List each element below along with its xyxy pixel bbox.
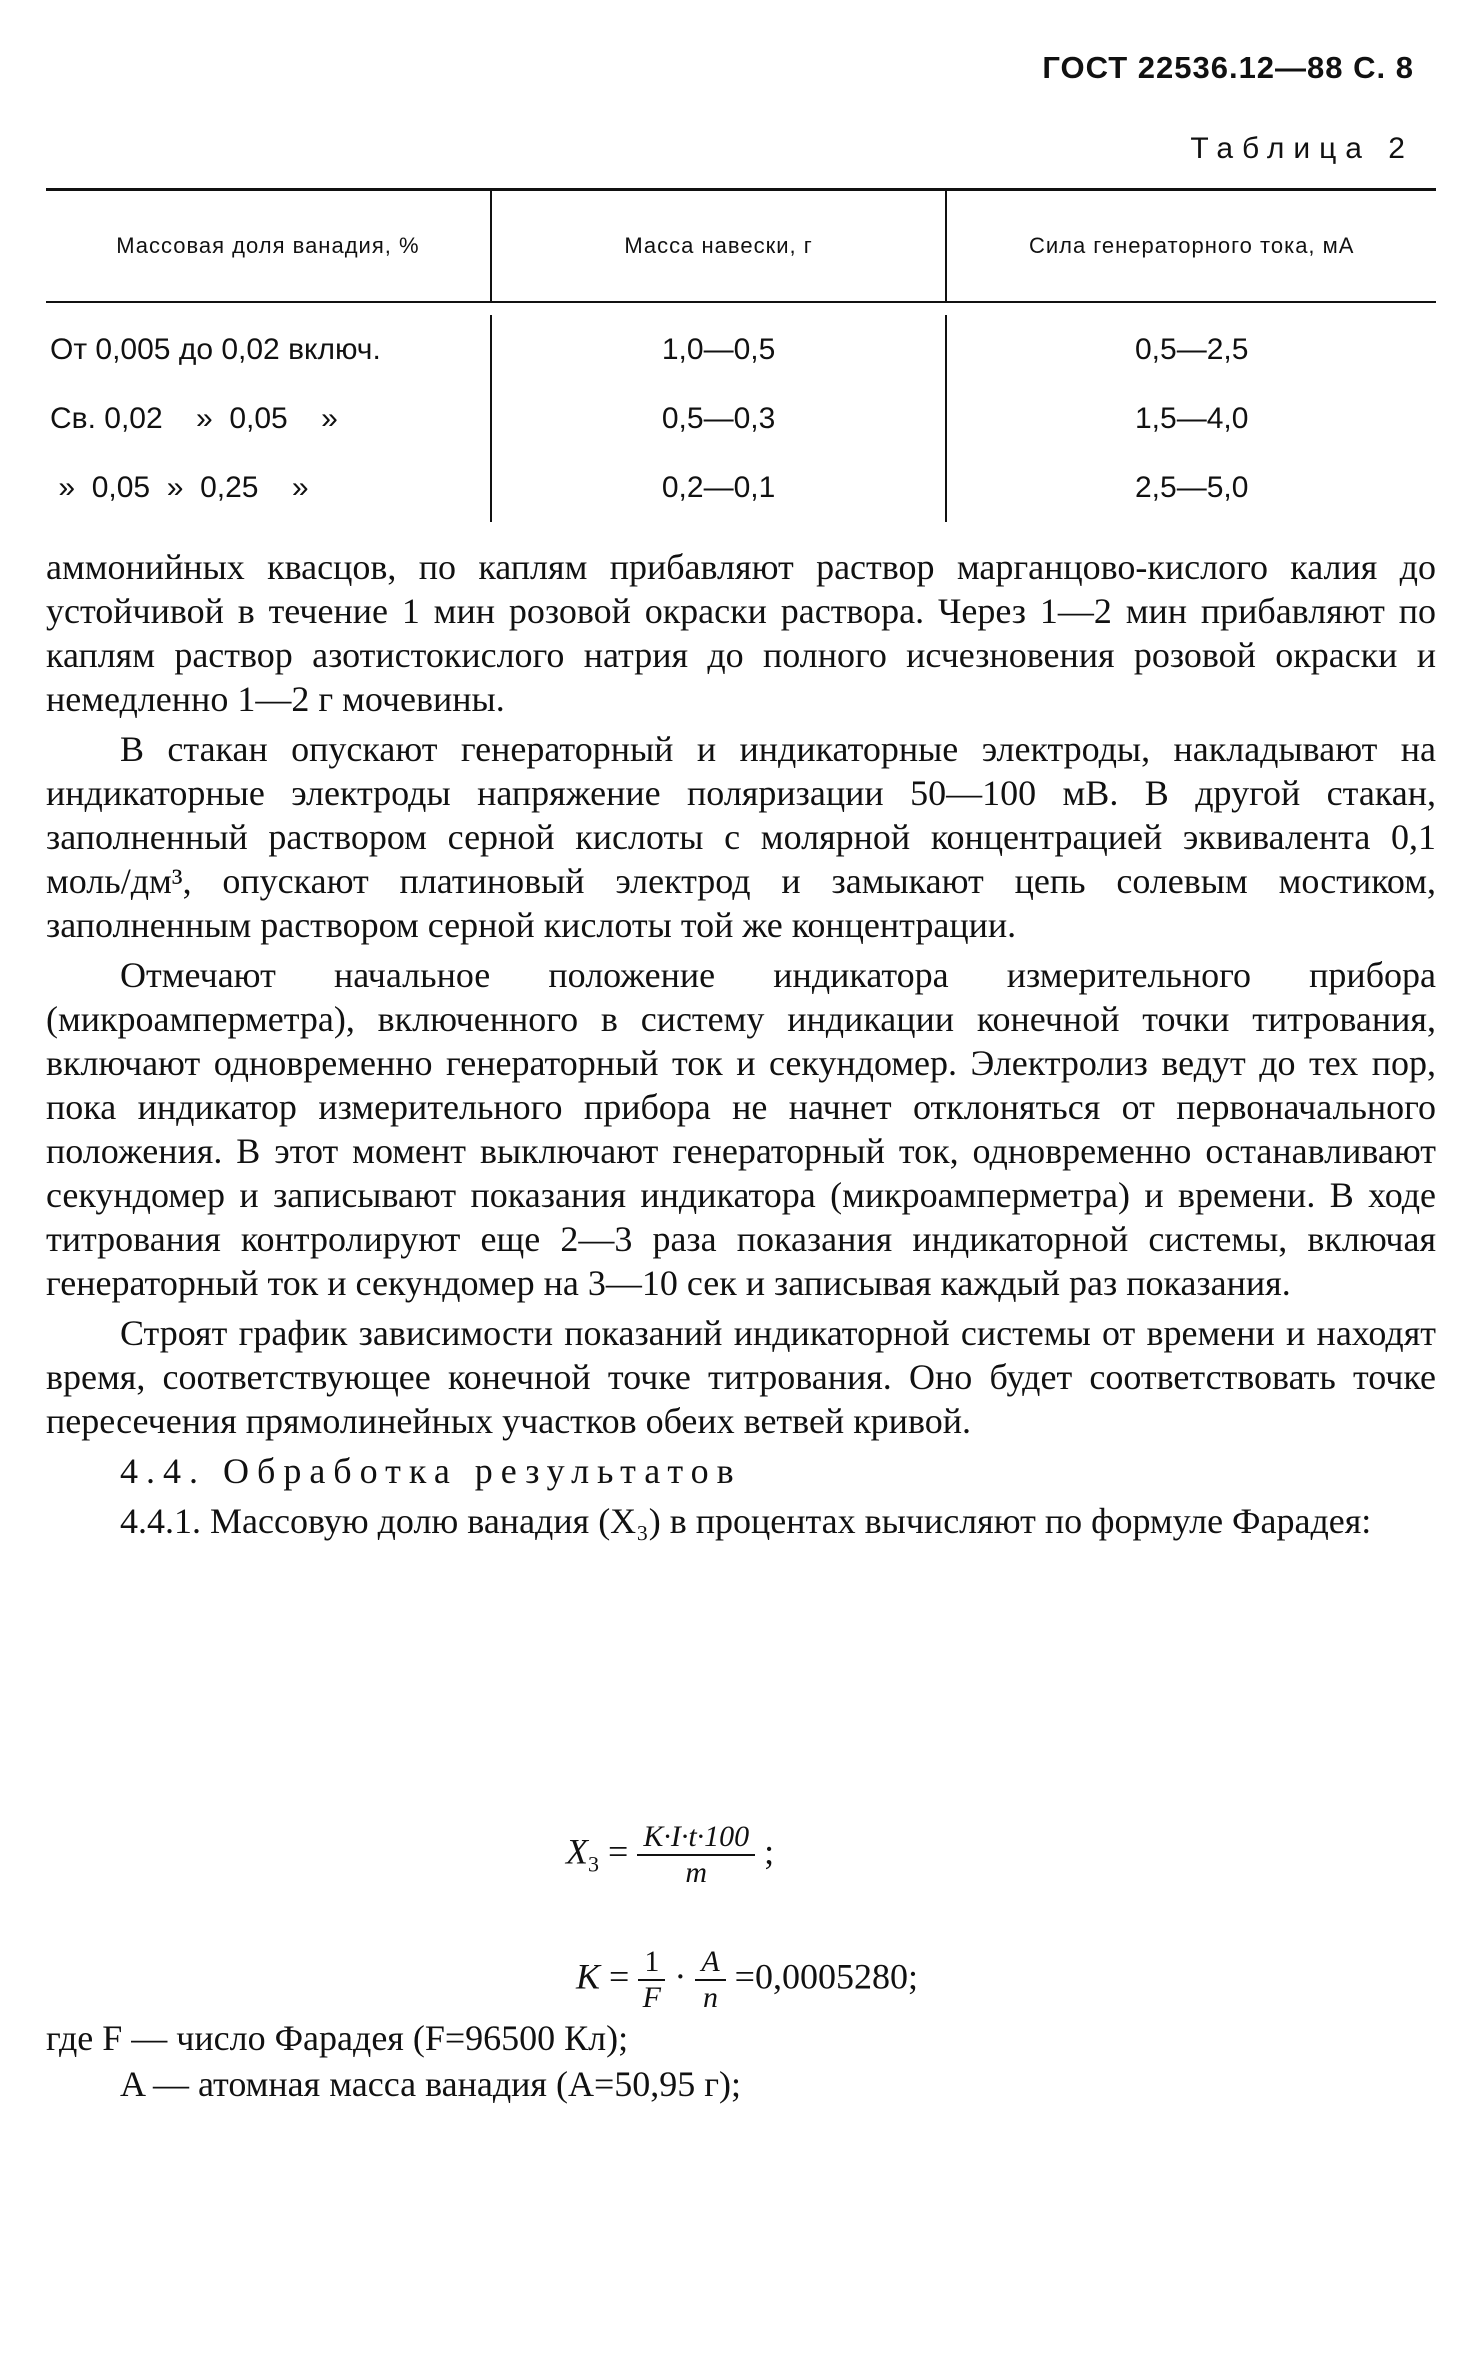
formula-k (576, 1945, 918, 2015)
formula-k-denominator-1: F (642, 1981, 661, 2014)
formula-terminator: ; (764, 1831, 775, 1872)
table-row (46, 384, 1436, 453)
cell-current: 0,5—2,5 (945, 315, 1436, 384)
paragraph-continuation: аммонийных квасцов, по каплям прибавляют раствор марганцово-кислого калия до устойчивой в течение 1 мин розовой окраски раствора. Через 1—2 мин прибавляют по каплям раствор азотистокислого натрия до полного исчезновения розовой окраски и немедленно 1—2 г мочевины. (46, 547, 1436, 719)
formula-k-value: =0,0005280; (734, 1956, 918, 1997)
formula-lhs-subscript: 3 (588, 1851, 599, 1877)
cell-mass: 0,5—0,3 (490, 384, 946, 453)
cell-mass: 1,0—0,5 (490, 315, 946, 384)
column-header-generator-current: Сила генераторного тока, мА (945, 191, 1436, 301)
body-text (46, 545, 1436, 1549)
table-caption: Таблица 2 (1190, 132, 1414, 165)
formula-lhs: X (566, 1831, 588, 1872)
formula-k-denominator-2: n (702, 1981, 718, 2014)
table-row (46, 453, 1436, 522)
section-heading: 4.4. Обработка результатов (120, 1451, 742, 1491)
paragraph-formula-intro: 4.4.1. Массовую долю ванадия (X₃) в процентах вычисляют по формуле Фарадея: (120, 1501, 1372, 1541)
gost-page-header: ГОСТ 22536.12—88 С. 8 (1042, 50, 1414, 85)
column-header-sample-mass: Масса навески, г (490, 191, 946, 301)
cell-current: 2,5—5,0 (945, 453, 1436, 522)
table-row (46, 315, 1436, 384)
cell-fraction: Св. 0,02 » 0,05 » (50, 402, 338, 435)
definition-atomic-mass: A — атомная масса ванадия (A=50,95 г); (120, 2064, 742, 2104)
column-header-vanadium-fraction: Массовая доля ванадия, % (116, 233, 420, 258)
formula-k-fraction-1 (638, 1945, 665, 2015)
table-header-row (46, 191, 1436, 301)
formula-k-fraction-2 (695, 1945, 725, 2015)
formula-k-dot: · (674, 1956, 687, 1997)
paragraph-graph: Строят график зависимости показаний индикаторной системы от времени и находят время, соответствующее конечной точке титрования. Оно будет соответствовать точке пересечения прямолинейных участков обеих ветвей кривой. (46, 1313, 1436, 1441)
formula-denominator: m (685, 1856, 708, 1889)
formula-k-equals: = (609, 1956, 630, 1997)
formula-k-numerator-2: A (695, 1945, 725, 1981)
formula-x3 (566, 1820, 774, 1890)
paragraph-electrodes: В стакан опускают генераторный и индикаторные электроды, накладывают на индикаторные электроды напряжение поляризации 50—100 мВ. В другой стакан, заполненный раствором серной кислоты с молярной концентрацией эквивалента 0,1 моль/дм³, опускают платиновый электрод и замыкают цепь солевым мостиком, заполненным раствором серной кислоты той же концентрации. (46, 729, 1436, 945)
formula-equals: = (608, 1831, 629, 1872)
table-body (46, 303, 1436, 522)
formula-k-lhs: K (576, 1956, 601, 1997)
data-table (46, 188, 1436, 522)
formula-k-numerator-1: 1 (638, 1945, 665, 1981)
variable-definitions (46, 2015, 1436, 2107)
cell-fraction: » 0,05 » 0,25 » (50, 471, 309, 504)
cell-current: 1,5—4,0 (945, 384, 1436, 453)
paragraph-electrolysis: Отмечают начальное положение индикатора измерительного прибора (микроамперметра), включенного в систему индикации конечной точки титрования, включают одновременно генераторный ток и секундомер. Электролиз ведут до тех пор, пока индикатор измерительного прибора не начнет отклоняться от первоначального положения. В этот момент выключают генераторный ток, одновременно останавливают секундомер и записывают показания индикатора (микроамперметра) и времени. В ходе титрования контролируют еще 2—3 раза показания индикаторной системы, включая генераторный ток и секундомер на 3—10 сек и записывая каждый раз показания. (46, 955, 1436, 1303)
cell-mass: 0,2—0,1 (490, 453, 946, 522)
formula-numerator: K·I·t·100 (637, 1820, 755, 1856)
definition-faraday: где F — число Фарадея (F=96500 Кл); (46, 2018, 629, 2058)
formula-fraction (637, 1820, 755, 1890)
cell-fraction: От 0,005 до 0,02 включ. (50, 333, 381, 366)
